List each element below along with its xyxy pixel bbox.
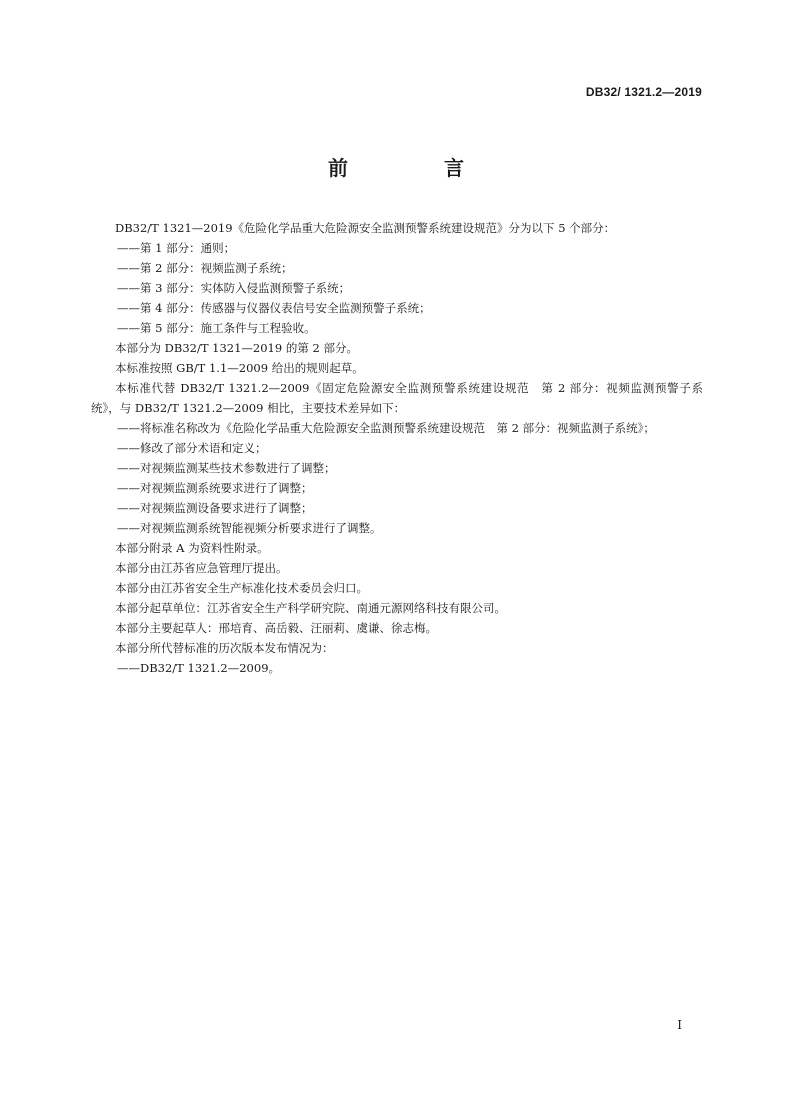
parts-intro-paragraph: DB32/T 1321—2019《危险化学品重大危险源安全监测预警系统建设规范》分为以下 5 个部分： <box>115 221 616 235</box>
part-list-item: ——第 4 部分：传感器与仪器仪表信号安全监测预警子系统； <box>117 301 431 315</box>
history-intro-paragraph: 本部分所代替标准的历次版本发布情况为： <box>115 641 334 655</box>
change-list-item: ——将标准名称改为《危险化学品重大危险源安全监测预警系统建设规范 第 2 部分：视频监测子系统》； <box>117 421 655 435</box>
history-list-item: ——DB32/T 1321.2—2009。 <box>117 661 281 675</box>
drafters-paragraph: 本部分主要起草人：邢培育、高岳毅、汪丽莉、虞谦、徐志梅。 <box>115 621 437 635</box>
drafting-units-paragraph: 本部分起草单位：江苏省安全生产科学研究院、南通元源网络科技有限公司。 <box>115 601 506 615</box>
change-list-item: ——修改了部分术语和定义； <box>117 441 267 455</box>
part-list-item: ——第 5 部分：施工条件与工程验收。 <box>117 321 316 335</box>
change-list-item: ——对视频监测某些技术参数进行了调整； <box>117 461 336 475</box>
part-statement-paragraph: 本部分为 DB32/T 1321—2019 的第 2 部分。 <box>115 341 358 355</box>
proposer-paragraph: 本部分由江苏省应急管理厅提出。 <box>115 561 288 575</box>
document-code: DB32/ 1321.2—2019 <box>585 85 702 99</box>
change-list-item: ——对视频监测设备要求进行了调整； <box>117 501 313 515</box>
page-number: I <box>677 1018 682 1032</box>
foreword-body <box>91 218 703 678</box>
committee-paragraph: 本部分由江苏省安全生产标准化技术委员会归口。 <box>115 581 368 595</box>
part-list-item: ——第 2 部分：视频监测子系统； <box>117 261 293 275</box>
appendix-paragraph: 本部分附录 A 为资料性附录。 <box>115 541 269 555</box>
change-list-item: ——对视频监测系统要求进行了调整； <box>117 481 313 495</box>
change-list-item: ——对视频监测系统智能视频分析要求进行了调整。 <box>117 521 382 535</box>
drafting-rule-paragraph: 本标准按照 GB/T 1.1—2009 给出的规则起草。 <box>115 361 364 375</box>
replacement-paragraph: 本标准代替 DB32/T 1321.2—2009《固定危险源安全监测预警系统建设规范 第 2 部分：视频监测预警子系统》，与 DB32/T 1321.2—2009 相比，主要技术差异如下： <box>91 381 703 415</box>
part-list-item: ——第 3 部分：实体防入侵监测预警子系统； <box>117 281 351 295</box>
part-list-item: ——第 1 部分：通则； <box>117 241 236 255</box>
section-title: 前 言 <box>328 156 502 180</box>
